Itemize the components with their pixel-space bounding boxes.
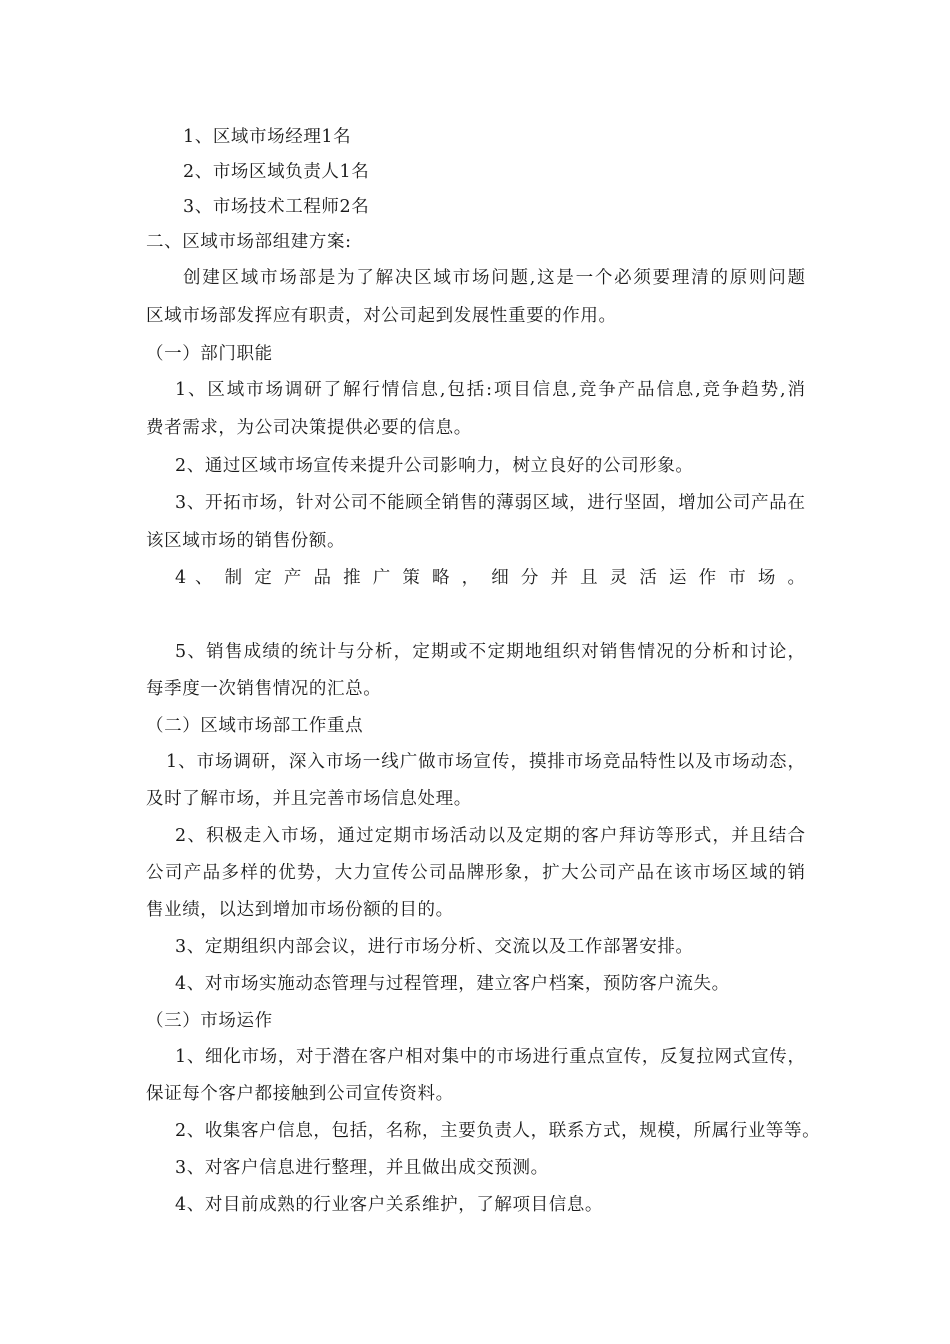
paragraph-line: 2、积极走入市场，通过定期市场活动以及定期的客户拜访等形式，并且结合 <box>175 826 805 846</box>
subsection-heading: （三）市场运作 <box>146 1011 273 1031</box>
list-item-1: 1、区域市场经理1名 <box>183 127 352 147</box>
subsection-heading: （一）部门职能 <box>146 344 273 364</box>
paragraph-line: 每季度一次销售情况的汇总。 <box>146 679 382 699</box>
paragraph-line: 4 、 制 定 产 品 推 广 策 略 ， 细 分 并 且 灵 活 运 作 市 场 。 <box>175 568 805 588</box>
paragraph-line: 该区域市场的销售份额。 <box>146 531 346 551</box>
paragraph-line: 售业绩，以达到增加市场份额的目的。 <box>146 900 454 920</box>
paragraph-line: 5、销售成绩的统计与分析，定期或不定期地组织对销售情况的分析和讨论， <box>175 642 805 662</box>
paragraph-line: 及时了解市场，并且完善市场信息处理。 <box>146 789 472 809</box>
paragraph-line: 3、定期组织内部会议，进行市场分析、交流以及工作部署安排。 <box>175 937 694 957</box>
paragraph-line: 区域市场部发挥应有职责，对公司起到发展性重要的作用。 <box>146 306 617 326</box>
paragraph-line: 创建区域市场部是为了解决区域市场问题,这是一个必须要理清的原则问题 <box>183 268 805 288</box>
paragraph-line: 费者需求，为公司决策提供必要的信息。 <box>146 418 472 438</box>
paragraph-line: 3、对客户信息进行整理，并且做出成交预测。 <box>175 1158 549 1178</box>
paragraph-line: 公司产品多样的优势，大力宣传公司品牌形象，扩大公司产品在该市场区域的销 <box>146 863 805 883</box>
paragraph-line: 2、通过区域市场宣传来提升公司影响力，树立良好的公司形象。 <box>175 456 694 476</box>
paragraph-line: 1、区域市场调研了解行情信息,包括:项目信息,竞争产品信息,竞争趋势,消 <box>175 380 805 400</box>
subsection-heading: （二）区域市场部工作重点 <box>146 716 364 736</box>
paragraph-line: 3、开拓市场，针对公司不能顾全销售的薄弱区域，进行坚固，增加公司产品在 <box>175 493 805 513</box>
paragraph-line: 1、市场调研，深入市场一线广做市场宣传，摸排市场竞品特性以及市场动态， <box>166 752 805 772</box>
list-item-2: 2、市场区域负责人1名 <box>183 162 370 182</box>
paragraph-line: 1、细化市场，对于潜在客户相对集中的市场进行重点宣传，反复拉网式宣传， <box>175 1047 805 1067</box>
paragraph-line: 2、收集客户信息，包括，名称，主要负责人，联系方式，规模，所属行业等等。 <box>175 1121 821 1141</box>
section-heading: 二、区域市场部组建方案: <box>146 232 352 252</box>
paragraph-line: 保证每个客户都接触到公司宣传资料。 <box>146 1084 454 1104</box>
list-item-3: 3、市场技术工程师2名 <box>183 197 370 217</box>
paragraph-line: 4、对市场实施动态管理与过程管理，建立客户档案，预防客户流失。 <box>175 974 730 994</box>
paragraph-line: 4、对目前成熟的行业客户关系维护，了解项目信息。 <box>175 1195 604 1215</box>
